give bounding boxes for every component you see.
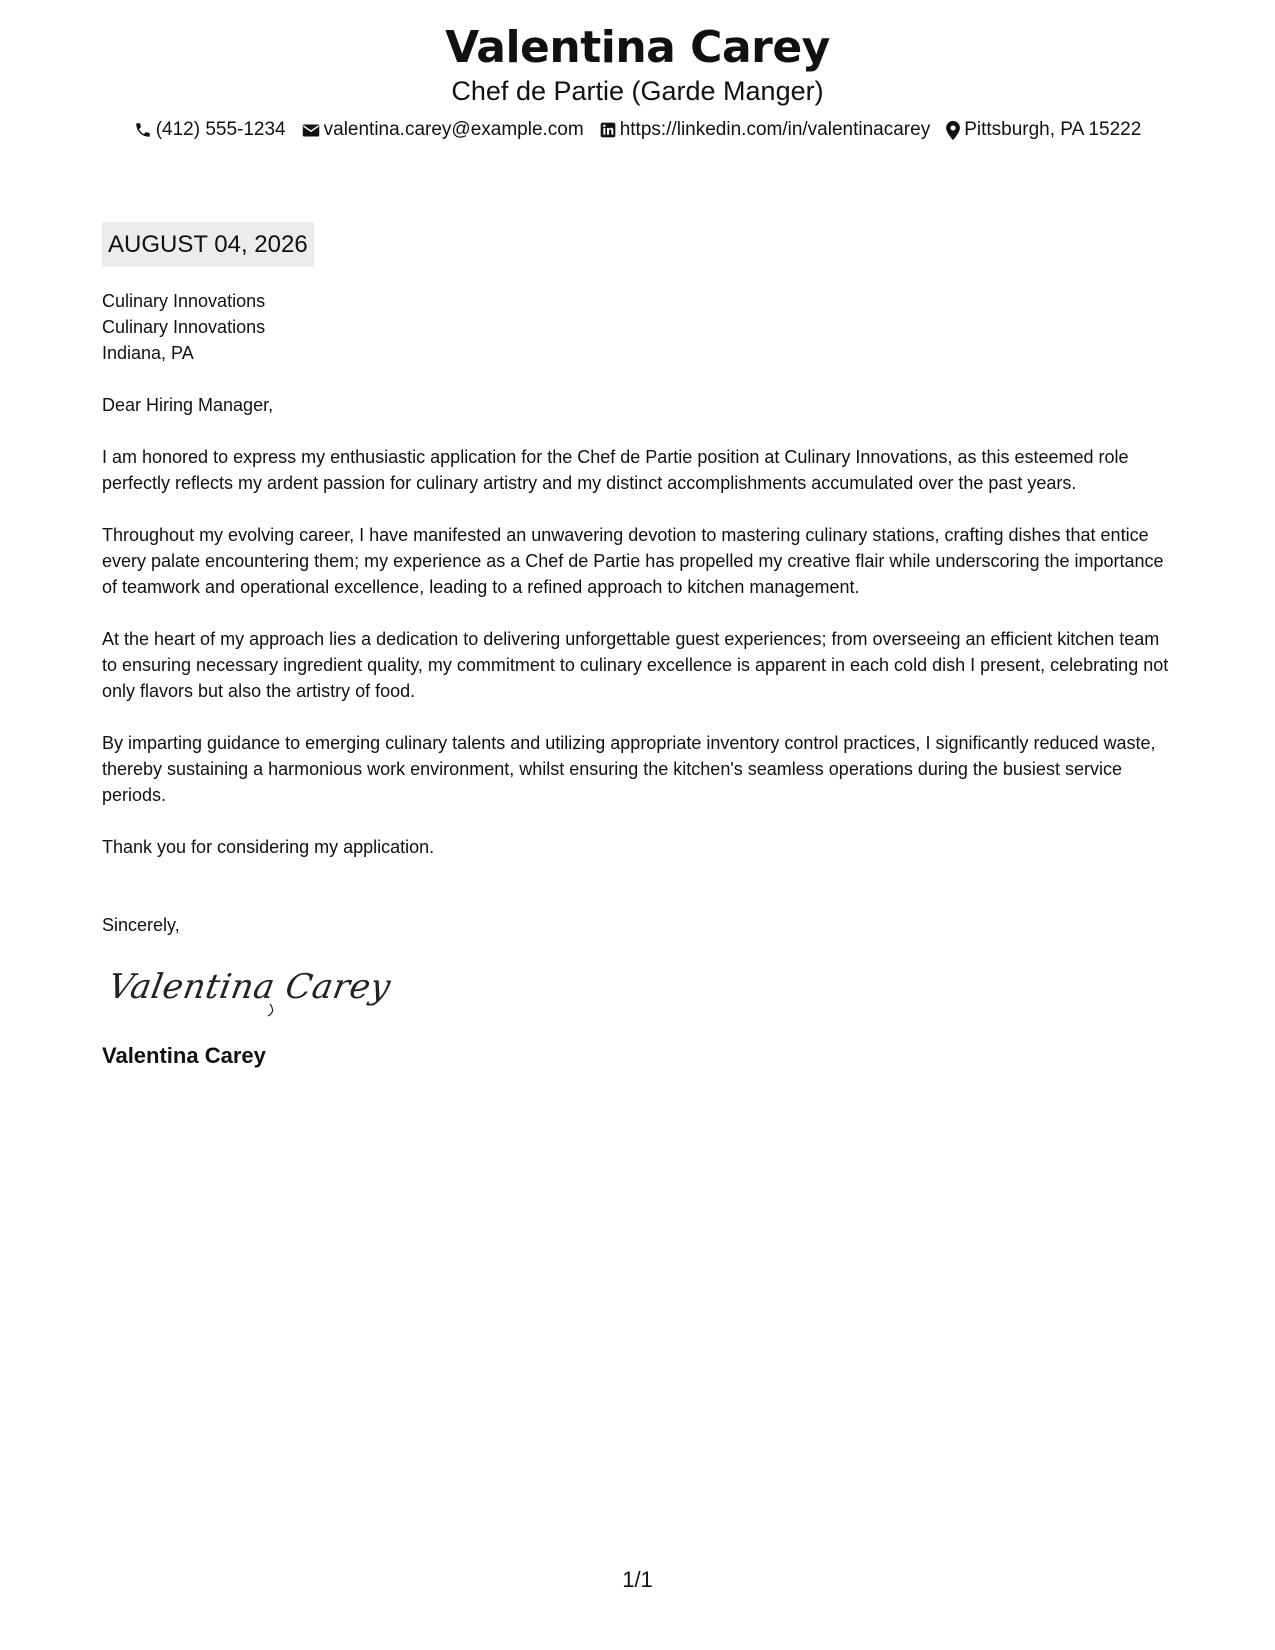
body-paragraph: Throughout my evolving career, I have manifested an unwavering devotion to mastering culinary stations, crafting dishes that entice every palate encountering them; my experience as a Chef de Partie has propelled my creative flair while underscoring the importance of teamwork and operational excellence, leading to a refined approach to kitchen management. bbox=[102, 525, 1164, 597]
applicant-name: Valentina Carey bbox=[445, 22, 830, 73]
contact-phone bbox=[134, 118, 286, 142]
phone-icon bbox=[134, 121, 152, 139]
letter-date: AUGUST 04, 2026 bbox=[102, 222, 314, 267]
body-paragraph: By imparting guidance to emerging culinary talents and utilizing appropriate inventory control practices, I significantly reduced waste, thereby sustaining a harmonious work environment, whilst ensuring the kitchen's seamless operations during the busiest service periods. bbox=[102, 733, 1156, 805]
letter-body bbox=[102, 288, 1177, 1069]
phone-text: (412) 555-1234 bbox=[155, 119, 286, 140]
letter-header bbox=[0, 22, 1275, 142]
linkedin-text[interactable]: https://linkedin.com/in/valentinacarey bbox=[619, 119, 931, 140]
handwritten-signature bbox=[105, 958, 1177, 1021]
contact-bar bbox=[0, 118, 1275, 142]
recipient-line: Indiana, PA bbox=[102, 343, 194, 363]
envelope-icon bbox=[302, 123, 320, 138]
closing-line: Thank you for considering my application. bbox=[102, 837, 435, 857]
recipient-line: Culinary Innovations bbox=[102, 317, 266, 337]
contact-location bbox=[946, 118, 1141, 142]
svg-text:Valentina Carey: Valentina Carey bbox=[105, 967, 394, 1007]
contact-email[interactable] bbox=[302, 118, 584, 142]
recipient-block bbox=[102, 288, 1177, 366]
applicant-title: Chef de Partie (Garde Manger) bbox=[451, 76, 824, 106]
contact-linkedin[interactable] bbox=[600, 118, 931, 142]
body-paragraph: I am honored to express my enthusiastic application for the Chef de Partie position at Culinary Innovations, as this esteemed role perfectly reflects my ardent passion for culinary artistry and my distinct accomplishments accumulated over the past years. bbox=[102, 447, 1129, 493]
linkedin-icon bbox=[600, 122, 616, 138]
location-text: Pittsburgh, PA 15222 bbox=[964, 119, 1142, 140]
body-paragraph: At the heart of my approach lies a dedication to delivering unforgettable guest experiences; from overseeing an efficient kitchen team to ensuring necessary ingredient quality, my commitment to culinary excellence is apparent in each cold dish I present, celebrating not only flavors but also the artistry of food. bbox=[102, 629, 1169, 701]
map-pin-icon bbox=[946, 121, 960, 140]
email-text[interactable]: valentina.carey@example.com bbox=[323, 119, 584, 140]
page-number: 1/1 bbox=[622, 1567, 653, 1592]
signer-name: Valentina Carey bbox=[102, 1043, 266, 1068]
recipient-line: Culinary Innovations bbox=[102, 291, 266, 311]
salutation: Dear Hiring Manager, bbox=[102, 395, 274, 415]
signoff: Sincerely, bbox=[102, 915, 180, 935]
